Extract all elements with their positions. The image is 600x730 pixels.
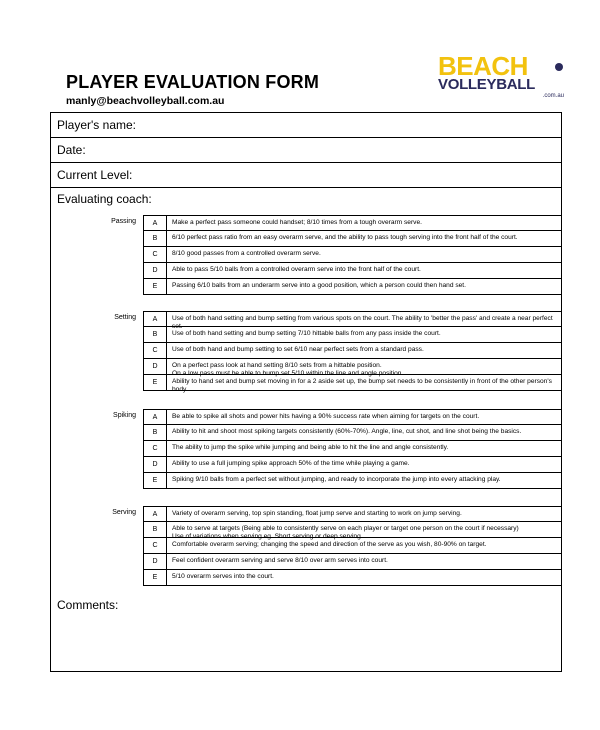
skill-description[interactable]: Ability to hit and shoot most spiking targets consistently (60%-70%). Angle, line, cut shot, and line shot being the basics. xyxy=(167,425,561,441)
skill-description[interactable]: On a perfect pass look at hand setting 8/10 sets from a hittable position. On a low pass must be able to bump set 5/10 within the line and angle position. xyxy=(167,359,561,375)
skill-level-code: E xyxy=(143,570,167,586)
players-name-field[interactable] xyxy=(51,113,561,138)
skill-level-code: B xyxy=(143,522,167,538)
skill-row xyxy=(51,311,561,330)
current-level-label: Current Level: xyxy=(57,168,133,182)
skill-level-code: E xyxy=(143,375,167,391)
skill-description[interactable]: Ability to hand set and bump set moving in for a 2 aside set up, the bump set needs to be consistently in front of the other person's body. xyxy=(167,375,561,391)
evaluating-coach-field[interactable] xyxy=(51,188,561,212)
skill-description[interactable]: 8/10 good passes from a controlled overarm serve. xyxy=(167,247,561,263)
skill-level-code: A xyxy=(143,215,167,231)
skill-description[interactable]: Feel confident overarm serving and serve 8/10 over arm serves into court. xyxy=(167,554,561,570)
volleyball-icon xyxy=(555,63,563,71)
skill-row xyxy=(51,231,561,247)
page-title: PLAYER EVALUATION FORM xyxy=(66,72,320,92)
skill-description[interactable]: Use of both hand setting and bump setting 7/10 hittable balls from any pass inside the court. xyxy=(167,327,561,343)
skill-level-code: E xyxy=(143,473,167,489)
skill-row xyxy=(51,215,561,231)
skill-group-label: Passing xyxy=(111,218,136,225)
evaluation-form xyxy=(50,112,562,672)
date-field[interactable] xyxy=(51,138,561,163)
skill-level-code: A xyxy=(143,506,167,522)
skill-row xyxy=(51,473,561,489)
comments-label: Comments: xyxy=(57,598,119,612)
skill-description[interactable]: Ability to use a full jumping spike approach 50% of the time while playing a game. xyxy=(167,457,561,473)
skill-description[interactable]: Able to serve at targets (Being able to consistently serve on each player or target one person on the court if necessary) Use of variations when serving eg. Short serving or deep serving. xyxy=(167,522,561,538)
skill-level-code: C xyxy=(143,538,167,554)
skill-description[interactable]: Make a perfect pass someone could handset; 8/10 times from a tough overarm serve. xyxy=(167,215,561,231)
skill-level-code: C xyxy=(143,441,167,457)
skill-level-code: E xyxy=(143,279,167,295)
skill-level-code: A xyxy=(143,409,167,425)
beach-volleyball-logo xyxy=(436,52,568,100)
skill-row xyxy=(51,570,561,586)
skill-row xyxy=(51,279,561,295)
skill-description[interactable]: Able to pass 5/10 balls from a controlled overarm serve into the front half of the court. xyxy=(167,263,561,279)
skill-description[interactable]: Be able to spike all shots and power hits having a 90% success rate when aiming for targets on the court. xyxy=(167,409,561,425)
logo-volleyball-text: VOLLEYBALL xyxy=(438,76,535,93)
skill-row xyxy=(51,522,561,538)
skill-group-label: Serving xyxy=(112,509,136,516)
skill-row xyxy=(51,538,561,554)
skill-level-code: B xyxy=(143,327,167,343)
skill-level-code: C xyxy=(143,343,167,359)
skill-level-code: B xyxy=(143,231,167,247)
skill-row xyxy=(51,506,561,522)
skill-level-code: D xyxy=(143,359,167,375)
skill-description[interactable]: Variety of overarm serving, top spin standing, float jump serve and starting to work on jump serving. xyxy=(167,506,561,522)
skill-row xyxy=(51,409,561,425)
skill-row xyxy=(51,263,561,279)
current-level-field[interactable] xyxy=(51,163,561,188)
skill-row xyxy=(51,425,561,441)
skill-row xyxy=(51,375,561,391)
skill-row xyxy=(51,441,561,457)
skill-row xyxy=(51,554,561,570)
skill-description[interactable]: 5/10 overarm serves into the court. xyxy=(167,570,561,586)
skill-row xyxy=(51,457,561,473)
date-label: Date: xyxy=(57,143,86,157)
skill-description[interactable]: Use of both hand and bump setting to set 6/10 near perfect sets from a standard pass. xyxy=(167,343,561,359)
logo-domain-text: .com.au xyxy=(542,93,564,99)
skill-level-code: D xyxy=(143,457,167,473)
skill-description[interactable]: 6/10 perfect pass ratio from an easy overarm serve, and the ability to pass tough serving into the front half of the court. xyxy=(167,231,561,247)
contact-email: manly@beachvolleyball.com.au xyxy=(66,95,225,107)
skill-level-code: C xyxy=(143,247,167,263)
skill-description[interactable]: The ability to jump the spike while jumping and being able to hit the line and angle consistently. xyxy=(167,441,561,457)
players-name-label: Player's name: xyxy=(57,118,136,132)
skill-row xyxy=(51,327,561,343)
skill-level-code: B xyxy=(143,425,167,441)
skill-description[interactable]: Use of both hand setting and bump setting from various spots on the court. The ability to 'better the pass' and create a near perfect set. xyxy=(167,311,561,327)
skill-description[interactable]: Passing 6/10 balls from an underarm serve into a good position, which a person could then hand set. xyxy=(167,279,561,295)
evaluating-coach-label: Evaluating coach: xyxy=(57,192,152,206)
skill-group-label: Spiking xyxy=(113,412,136,419)
skill-row xyxy=(51,247,561,263)
skill-description[interactable]: Spiking 9/10 balls from a perfect set without jumping, and ready to incorporate the jump into every attacking play. xyxy=(167,473,561,489)
skill-level-code: D xyxy=(143,263,167,279)
skill-row xyxy=(51,343,561,359)
skill-group-label: Setting xyxy=(114,314,136,321)
skill-level-code: A xyxy=(143,311,167,327)
skill-level-code: D xyxy=(143,554,167,570)
skill-description[interactable]: Comfortable overarm serving; changing the speed and direction of the serve as you wish, 80-90% on target. xyxy=(167,538,561,554)
logo-beach-text: BEACH xyxy=(438,51,528,81)
skill-row xyxy=(51,359,561,375)
